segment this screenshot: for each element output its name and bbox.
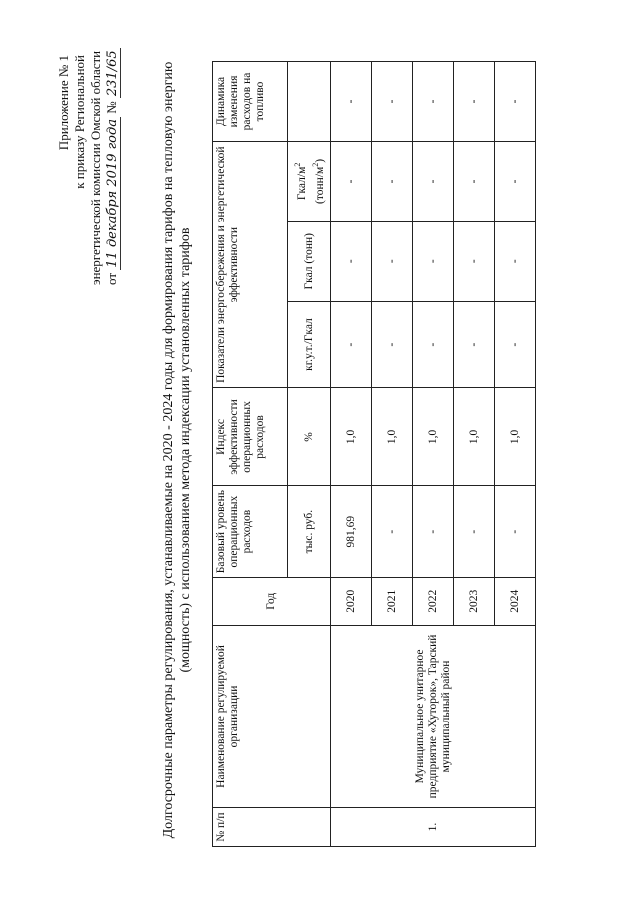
handwritten-number: 231/65 bbox=[105, 50, 120, 97]
cell-e1: - bbox=[331, 301, 372, 388]
cell-e1: - bbox=[454, 301, 495, 388]
cell-index: 1,0 bbox=[413, 388, 454, 486]
unit-index: % bbox=[288, 388, 331, 486]
cell-e2: - bbox=[413, 221, 454, 301]
cell-dynamics: - bbox=[413, 62, 454, 142]
cell-index: 1,0 bbox=[454, 388, 495, 486]
cell-e3: - bbox=[454, 141, 495, 221]
cell-base: - bbox=[372, 486, 413, 577]
header-dynamics: Динамика изменения расходов на топливо bbox=[213, 62, 288, 142]
cell-e1: - bbox=[372, 301, 413, 388]
cell-year: 2020 bbox=[331, 577, 372, 625]
cell-year: 2021 bbox=[372, 577, 413, 625]
unit-e2: Гкал (тонн) bbox=[288, 221, 331, 301]
number-prefix: № bbox=[104, 101, 119, 114]
cell-e2: - bbox=[495, 221, 536, 301]
appendix-order-ref: к приказу Региональной bbox=[72, 55, 87, 189]
cell-e2: - bbox=[331, 221, 372, 301]
cell-dynamics: - bbox=[454, 62, 495, 142]
header-energy: Показатели энергосбережения и энергетической эффективности bbox=[213, 141, 288, 387]
unit-e3: Гкал/$м^2$ $(тонн/м^2)$ bbox=[288, 141, 331, 221]
table-row bbox=[331, 62, 372, 847]
header-index: Индекс эффективности операционных расходов bbox=[213, 388, 288, 486]
header-year: Год bbox=[213, 577, 331, 625]
unit-dynamics bbox=[288, 62, 331, 142]
cell-e3: - bbox=[413, 141, 454, 221]
org-name: Муниципальное унитарное предприятие «Хуторок», Тарский муниципальный район bbox=[331, 625, 536, 808]
cell-base: - bbox=[454, 486, 495, 577]
handwritten-date: 11 декабря 2019 года bbox=[105, 119, 120, 268]
appendix-title: Приложение № 1 bbox=[56, 55, 71, 151]
unit-base: тыс. руб. bbox=[288, 486, 331, 577]
cell-dynamics: - bbox=[331, 62, 372, 142]
table-header-row bbox=[213, 62, 288, 847]
cell-e1: - bbox=[413, 301, 454, 388]
cell-year: 2024 bbox=[495, 577, 536, 625]
cell-index: 1,0 bbox=[495, 388, 536, 486]
cell-index: 1,0 bbox=[372, 388, 413, 486]
document-title: Долгосрочные параметры регулирования, устанавливаемые на 2020 - 2024 годы для формирования тарифов на тепловую энергию (мощность) с использованием метода индексации установленных тарифов bbox=[161, 61, 193, 839]
cell-e2: - bbox=[372, 221, 413, 301]
cell-e3: - bbox=[495, 141, 536, 221]
cell-year: 2023 bbox=[454, 577, 495, 625]
header-org: Наименование регулируемой организации bbox=[213, 625, 331, 808]
appendix-commission: энергетической комиссии Омской области bbox=[88, 50, 103, 285]
cell-base: 981,69 bbox=[331, 486, 372, 577]
cell-e2: - bbox=[454, 221, 495, 301]
appendix-header bbox=[56, 50, 121, 285]
cell-dynamics: - bbox=[372, 62, 413, 142]
appendix-date-line bbox=[104, 50, 121, 285]
cell-base: - bbox=[413, 486, 454, 577]
cell-e3: - bbox=[331, 141, 372, 221]
date-prefix: от bbox=[104, 272, 119, 285]
header-base: Базовый уровень операционных расходов bbox=[213, 486, 288, 577]
cell-index: 1,0 bbox=[331, 388, 372, 486]
row-number: 1. bbox=[331, 808, 536, 847]
cell-e1: - bbox=[495, 301, 536, 388]
header-num: № п/п bbox=[213, 808, 331, 847]
parameters-table bbox=[212, 61, 536, 847]
cell-base: - bbox=[495, 486, 536, 577]
cell-e3: - bbox=[372, 141, 413, 221]
cell-dynamics: - bbox=[495, 62, 536, 142]
unit-e1: кг.у.т./Гкал bbox=[288, 301, 331, 388]
cell-year: 2022 bbox=[413, 577, 454, 625]
